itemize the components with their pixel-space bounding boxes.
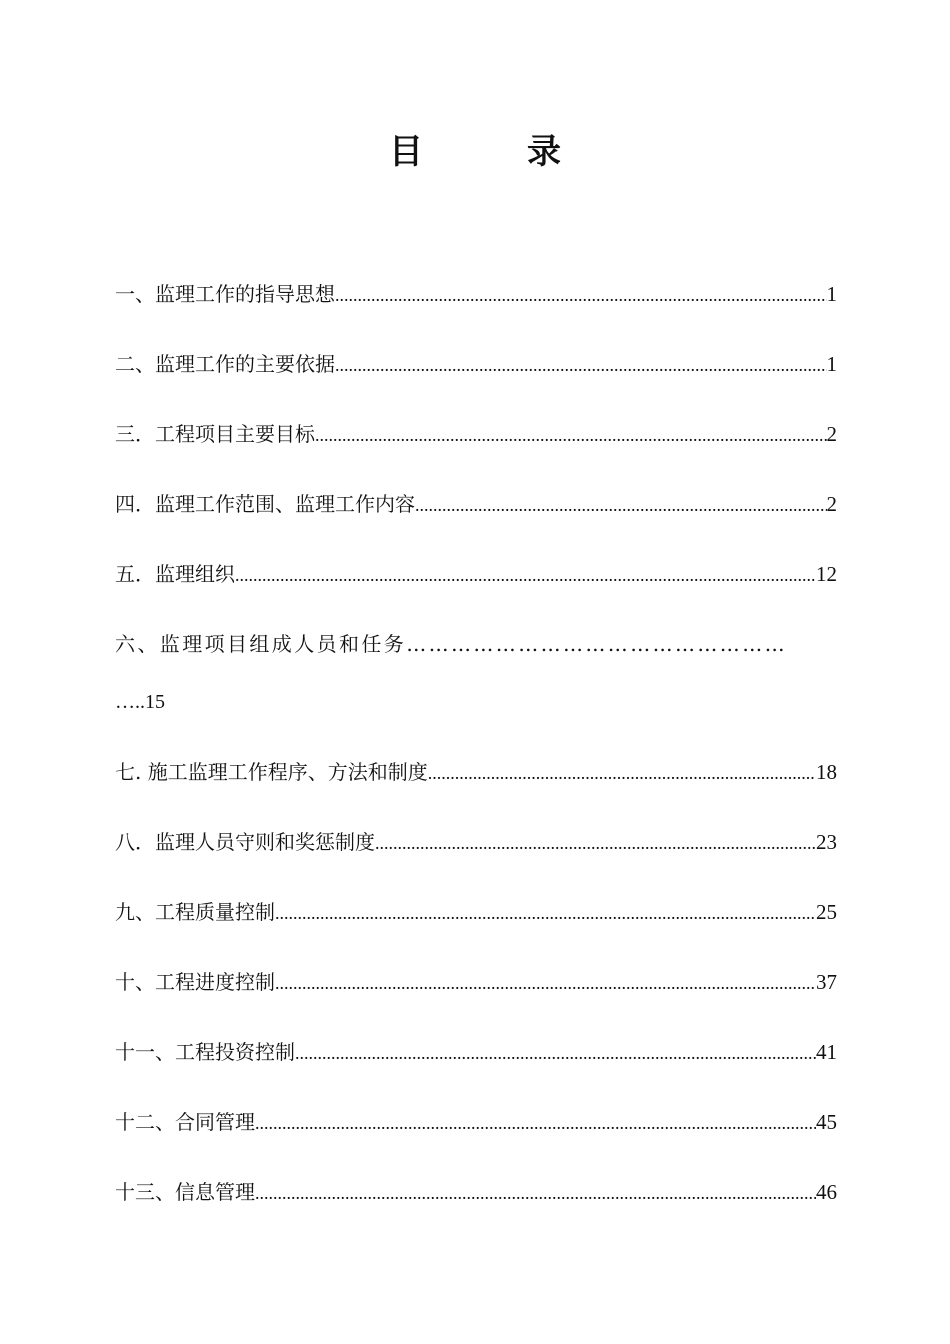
toc-entry-continuation: …..15: [115, 691, 165, 713]
toc-entry-label: 二、监理工作的主要依据: [115, 352, 335, 376]
toc-entry[interactable]: [115, 752, 837, 822]
toc-entry-page: 23: [816, 830, 837, 854]
page-title: [0, 128, 950, 176]
toc-entry-page: 46: [816, 1180, 837, 1204]
toc-entry-label: 三．工程项目主要目标: [115, 422, 315, 446]
dot-leader: [275, 963, 816, 1003]
toc-entry-label: 五．监理组织: [115, 562, 235, 586]
toc-entry-page: 1: [826, 282, 837, 306]
toc-entry-page: 25: [816, 900, 837, 924]
dot-leader: [235, 555, 816, 595]
toc-entry-page: 18: [816, 760, 837, 784]
toc-entry-page: 41: [816, 1040, 837, 1064]
toc-entry-label: 八．监理人员守则和奖惩制度: [115, 830, 375, 854]
toc-entry-label: 四．监理工作范围、监理工作内容: [115, 492, 415, 516]
dot-leader: [335, 345, 827, 385]
toc-entry[interactable]: [115, 484, 837, 554]
toc-entry-label: 十三、信息管理: [115, 1180, 255, 1204]
toc-entry[interactable]: [115, 274, 837, 344]
toc-entry-page: 37: [816, 970, 837, 994]
toc-entry-page: 2: [826, 492, 837, 516]
toc-entry-label: 九、工程质量控制: [115, 900, 275, 924]
dot-leader: [295, 1033, 816, 1073]
dot-leader: [375, 823, 816, 863]
toc-entry[interactable]: [115, 892, 837, 962]
toc-entry-line-1: [115, 624, 837, 682]
toc-entry[interactable]: [115, 822, 837, 892]
dot-leader: [255, 1103, 816, 1143]
dot-leader: [315, 415, 827, 455]
toc-entry-page: 2: [826, 422, 837, 446]
dot-leader: [415, 485, 827, 525]
title-char-2: 录: [527, 132, 561, 172]
toc-entry-label: 一、监理工作的指导思想: [115, 282, 335, 306]
toc-entry[interactable]: [115, 1102, 837, 1172]
toc-entry-label: 六、监理项目组成人员和任务: [115, 632, 407, 656]
toc-entry[interactable]: [115, 1172, 837, 1242]
ellipsis-leader: ……………………………………………: [406, 632, 788, 656]
toc-entry[interactable]: [115, 962, 837, 1032]
toc-entry-label: 七. 施工监理工作程序、方法和制度: [115, 760, 428, 784]
table-of-contents: [115, 274, 837, 1242]
dot-leader: [255, 1173, 816, 1213]
toc-entry[interactable]: [115, 554, 837, 624]
dot-leader: [275, 893, 816, 933]
toc-entry-label: 十一、工程投资控制: [115, 1040, 295, 1064]
toc-entry[interactable]: [115, 344, 837, 414]
toc-entry-page: 1: [826, 352, 837, 376]
toc-entry-page: 45: [816, 1110, 837, 1134]
title-char-1: 目: [389, 132, 423, 172]
dot-leader: [335, 275, 827, 315]
toc-entry-label: 十、工程进度控制: [115, 970, 275, 994]
toc-entry[interactable]: [115, 1032, 837, 1102]
toc-entry-label: 十二、合同管理: [115, 1110, 255, 1134]
dot-leader: [428, 753, 816, 793]
toc-entry[interactable]: [115, 414, 837, 484]
toc-entry-wrapped[interactable]: [115, 624, 837, 752]
toc-entry-page: 12: [816, 562, 837, 586]
